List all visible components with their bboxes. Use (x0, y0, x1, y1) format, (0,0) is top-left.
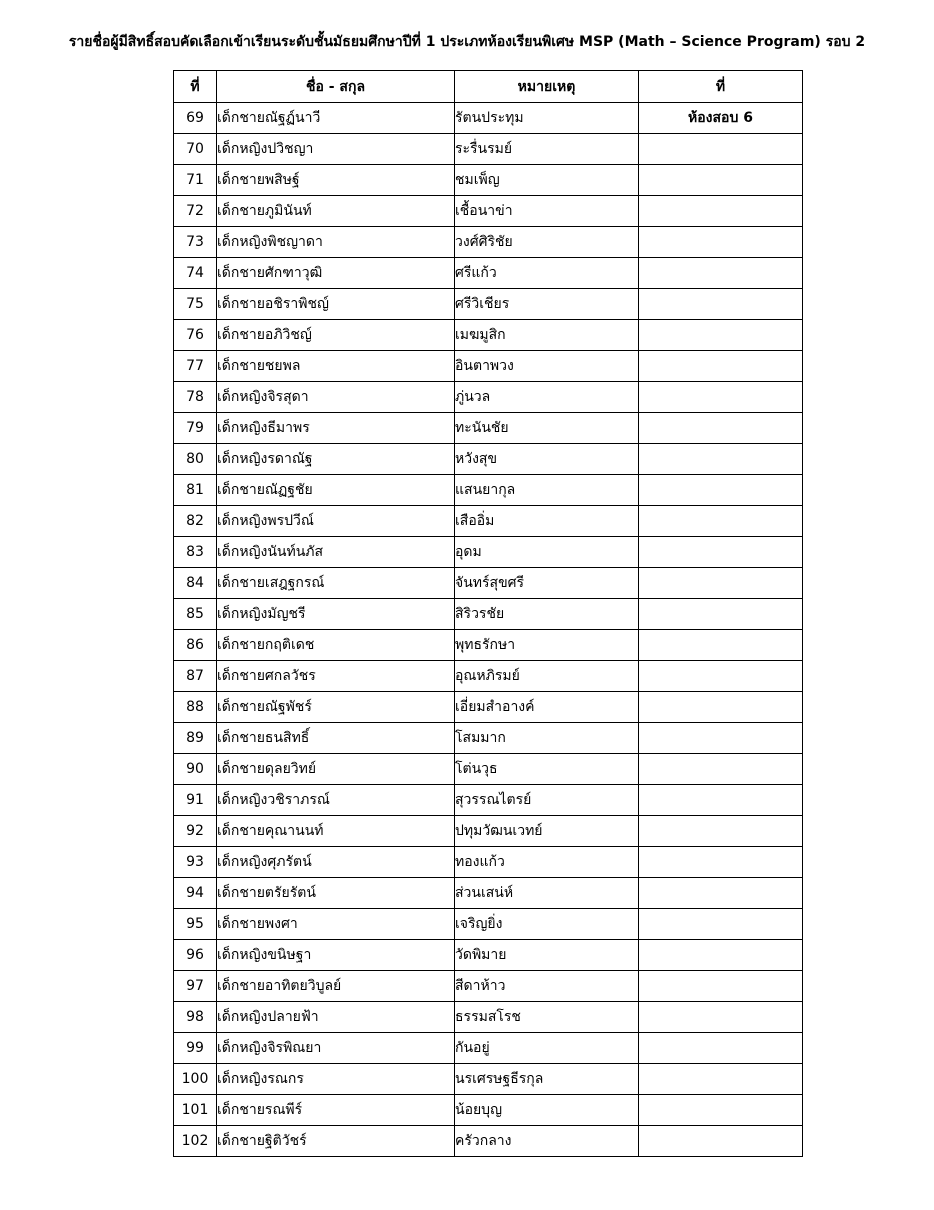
row-room (639, 475, 803, 506)
row-name: เด็กชายณัฐฏ์นาวี (217, 103, 455, 134)
row-name: เด็กชายพงศา (217, 909, 455, 940)
row-number: 73 (174, 227, 217, 258)
row-room (639, 1095, 803, 1126)
table-row (174, 909, 803, 940)
table-row (174, 599, 803, 630)
row-number: 99 (174, 1033, 217, 1064)
row-room (639, 1126, 803, 1157)
row-note: แสนยากุล (455, 475, 639, 506)
row-note: อุณหภิรมย์ (455, 661, 639, 692)
row-room (639, 413, 803, 444)
row-number: 86 (174, 630, 217, 661)
row-note: ชมเพ็ญ (455, 165, 639, 196)
table-row (174, 1095, 803, 1126)
row-name: เด็กชายอชิราพิชญ์ (217, 289, 455, 320)
row-note: สีดาห้าว (455, 971, 639, 1002)
row-name: เด็กหญิงจิรสุดา (217, 382, 455, 413)
row-name: เด็กหญิงมัญชรี (217, 599, 455, 630)
table-row (174, 816, 803, 847)
table-row (174, 568, 803, 599)
table-row (174, 444, 803, 475)
row-note: เอี่ยมสำอางค์ (455, 692, 639, 723)
row-note: สิริวรชัย (455, 599, 639, 630)
row-number: 95 (174, 909, 217, 940)
row-note: เมฆมูสิก (455, 320, 639, 351)
row-number: 77 (174, 351, 217, 382)
row-room (639, 506, 803, 537)
row-number: 80 (174, 444, 217, 475)
table-body (174, 103, 803, 1157)
row-note: โต่นวุธ (455, 754, 639, 785)
row-number: 72 (174, 196, 217, 227)
row-note: วงศ์ศิริชัย (455, 227, 639, 258)
row-note: ศรีวิเชียร (455, 289, 639, 320)
table-row (174, 785, 803, 816)
row-number: 84 (174, 568, 217, 599)
row-name: เด็กชายรณพีร์ (217, 1095, 455, 1126)
row-room (639, 630, 803, 661)
row-note: อินตาพวง (455, 351, 639, 382)
row-room (639, 599, 803, 630)
row-number: 69 (174, 103, 217, 134)
row-note: ส่วนเสน่ห์ (455, 878, 639, 909)
row-name: เด็กชายเสฎฐกรณ์ (217, 568, 455, 599)
table-row (174, 971, 803, 1002)
row-note: สุวรรณไตรย์ (455, 785, 639, 816)
row-name: เด็กหญิงปวิชญา (217, 134, 455, 165)
row-room (639, 320, 803, 351)
row-room (639, 444, 803, 475)
row-room (639, 258, 803, 289)
row-name: เด็กหญิงพรปวีณ์ (217, 506, 455, 537)
table-row (174, 630, 803, 661)
row-note: เจริญยิ่ง (455, 909, 639, 940)
row-name: เด็กชายอภิวิชญ์ (217, 320, 455, 351)
row-name: เด็กชายณัฐพัชร์ (217, 692, 455, 723)
row-note: เสืออิ่ม (455, 506, 639, 537)
row-note: นรเศรษฐธีรกุล (455, 1064, 639, 1095)
table-row (174, 165, 803, 196)
row-number: 85 (174, 599, 217, 630)
row-name: เด็กหญิงรดาณัฐ (217, 444, 455, 475)
row-room (639, 568, 803, 599)
row-note: ศรีแก้ว (455, 258, 639, 289)
row-name: เด็กหญิงขนิษฐา (217, 940, 455, 971)
row-number: 75 (174, 289, 217, 320)
row-note: โสมมาก (455, 723, 639, 754)
row-number: 90 (174, 754, 217, 785)
table-row (174, 320, 803, 351)
row-number: 83 (174, 537, 217, 568)
table-row (174, 1002, 803, 1033)
row-note: เชื้อนาข่า (455, 196, 639, 227)
table-row (174, 289, 803, 320)
table-header-row (174, 71, 803, 103)
row-room (639, 940, 803, 971)
row-number: 94 (174, 878, 217, 909)
row-note: จันทร์สุขศรี (455, 568, 639, 599)
table-row (174, 940, 803, 971)
row-room (639, 909, 803, 940)
row-note: น้อยบุญ (455, 1095, 639, 1126)
row-note: วัดพิมาย (455, 940, 639, 971)
header-note: หมายเหตุ (455, 71, 639, 103)
table-row (174, 475, 803, 506)
page-title: รายชื่อผู้มีสิทธิ์สอบคัดเลือกเข้าเรียนระดับชั้นมัธยมศึกษาปีที่ 1 ประเภทห้องเรียนพิเศษ MSP (Math – Science Program) รอบ 2 (68, 34, 866, 50)
row-room (639, 723, 803, 754)
row-note: ภู่นวล (455, 382, 639, 413)
row-name: เด็กหญิงรณกร (217, 1064, 455, 1095)
row-room (639, 847, 803, 878)
row-name: เด็กชายฐิติวัชร์ (217, 1126, 455, 1157)
row-number: 89 (174, 723, 217, 754)
row-room: ห้องสอบ 6 (639, 103, 803, 134)
table-row (174, 878, 803, 909)
table-row (174, 661, 803, 692)
row-name: เด็กชายศักฑาวุฒิ (217, 258, 455, 289)
row-name: เด็กชายภูมินันท์ (217, 196, 455, 227)
table-row (174, 723, 803, 754)
row-number: 70 (174, 134, 217, 165)
row-name: เด็กชายอาทิตยวิบูลย์ (217, 971, 455, 1002)
row-room (639, 878, 803, 909)
row-number: 79 (174, 413, 217, 444)
header-name: ชื่อ - สกุล (217, 71, 455, 103)
row-number: 76 (174, 320, 217, 351)
row-note: รัตนประทุม (455, 103, 639, 134)
row-note: ธรรมสโรช (455, 1002, 639, 1033)
row-number: 74 (174, 258, 217, 289)
table-row (174, 351, 803, 382)
row-room (639, 134, 803, 165)
row-number: 98 (174, 1002, 217, 1033)
row-number: 88 (174, 692, 217, 723)
row-room (639, 661, 803, 692)
row-number: 71 (174, 165, 217, 196)
row-note: ครัวกลาง (455, 1126, 639, 1157)
table-row (174, 1126, 803, 1157)
row-number: 87 (174, 661, 217, 692)
table-row (174, 506, 803, 537)
row-name: เด็กชายคุณานนท์ (217, 816, 455, 847)
row-number: 102 (174, 1126, 217, 1157)
table-row (174, 692, 803, 723)
row-room (639, 816, 803, 847)
row-room (639, 1033, 803, 1064)
row-room (639, 382, 803, 413)
row-name: เด็กชายชยพล (217, 351, 455, 382)
row-room (639, 692, 803, 723)
row-name: เด็กชายศกลวัชร (217, 661, 455, 692)
row-room (639, 227, 803, 258)
row-number: 92 (174, 816, 217, 847)
row-name: เด็กหญิงนันท์นภัส (217, 537, 455, 568)
row-room (639, 351, 803, 382)
row-room (639, 785, 803, 816)
row-room (639, 1002, 803, 1033)
table-row (174, 134, 803, 165)
row-note: ทองแก้ว (455, 847, 639, 878)
row-number: 78 (174, 382, 217, 413)
row-name: เด็กชายพสิษฐ์ (217, 165, 455, 196)
row-note: ระรื่นรมย์ (455, 134, 639, 165)
row-note: หวังสุข (455, 444, 639, 475)
row-note: กันอยู่ (455, 1033, 639, 1064)
row-note: พุทธรักษา (455, 630, 639, 661)
row-name: เด็กหญิงวชิราภรณ์ (217, 785, 455, 816)
applicant-table (173, 70, 803, 1157)
row-room (639, 754, 803, 785)
row-room (639, 537, 803, 568)
row-number: 91 (174, 785, 217, 816)
row-room (639, 971, 803, 1002)
row-name: เด็กชายกฤติเดช (217, 630, 455, 661)
row-room (639, 196, 803, 227)
table-row (174, 103, 803, 134)
row-note: อุดม (455, 537, 639, 568)
table-row (174, 382, 803, 413)
row-number: 100 (174, 1064, 217, 1095)
row-number: 82 (174, 506, 217, 537)
row-number: 81 (174, 475, 217, 506)
row-number: 93 (174, 847, 217, 878)
table-row (174, 754, 803, 785)
row-name: เด็กหญิงพิชญาดา (217, 227, 455, 258)
table-row (174, 258, 803, 289)
row-name: เด็กหญิงจิรพิณยา (217, 1033, 455, 1064)
table-row (174, 1033, 803, 1064)
row-name: เด็กชายธนสิทธิ์ (217, 723, 455, 754)
row-room (639, 1064, 803, 1095)
row-number: 97 (174, 971, 217, 1002)
row-number: 96 (174, 940, 217, 971)
row-name: เด็กชายตรัยรัตน์ (217, 878, 455, 909)
table-row (174, 537, 803, 568)
table-row (174, 847, 803, 878)
table-row (174, 413, 803, 444)
row-room (639, 165, 803, 196)
row-name: เด็กชายดุลยวิทย์ (217, 754, 455, 785)
row-name: เด็กชายณัฏฐชัย (217, 475, 455, 506)
table-row (174, 1064, 803, 1095)
row-name: เด็กหญิงธีมาพร (217, 413, 455, 444)
row-name: เด็กหญิงศุภรัตน์ (217, 847, 455, 878)
row-note: ปทุมวัฒนเวทย์ (455, 816, 639, 847)
table-row (174, 196, 803, 227)
row-number: 101 (174, 1095, 217, 1126)
header-number: ที่ (174, 71, 217, 103)
header-room: ที่ (639, 71, 803, 103)
row-note: ทะนันชัย (455, 413, 639, 444)
row-room (639, 289, 803, 320)
table-row (174, 227, 803, 258)
row-name: เด็กหญิงปลายฟ้า (217, 1002, 455, 1033)
